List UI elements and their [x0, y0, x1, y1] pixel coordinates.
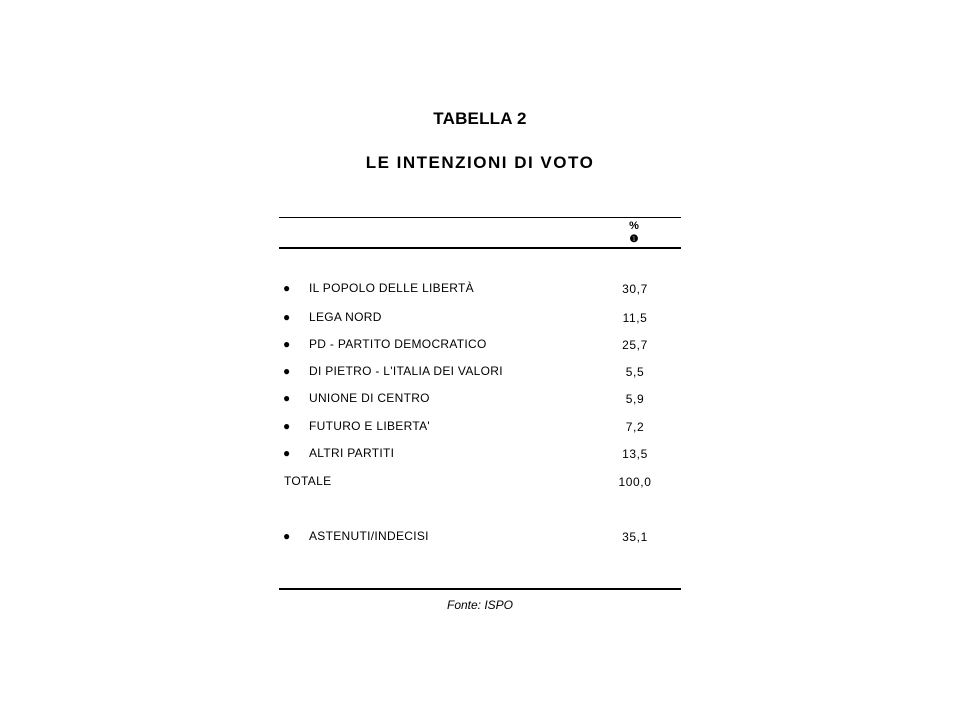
table-title: TABELLA 2 — [433, 109, 527, 128]
party-value: 5,9 — [625, 392, 645, 406]
party-value: 11,5 — [622, 311, 648, 325]
header-rule — [279, 247, 681, 249]
party-label: PD - PARTITO DEMOCRATICO — [309, 337, 487, 351]
table-row — [279, 418, 681, 434]
percent-column-header: % — [629, 220, 639, 232]
total-value: 100,0 — [618, 475, 652, 489]
source-note: Fonte: ISPO — [446, 598, 514, 612]
bullet-icon: ● — [283, 337, 291, 351]
table-row — [279, 309, 681, 325]
party-value: 25,7 — [622, 338, 648, 352]
top-rule — [279, 217, 681, 218]
party-value: 13,5 — [622, 447, 648, 461]
bullet-icon: ● — [283, 310, 291, 324]
party-value: 7,2 — [625, 420, 645, 434]
party-value: 30,7 — [622, 282, 648, 296]
party-label: DI PIETRO - L'ITALIA DEI VALORI — [309, 364, 503, 378]
table-row — [279, 390, 681, 406]
table-row — [279, 336, 681, 352]
table-row — [279, 363, 681, 379]
bullet-icon: ● — [283, 364, 291, 378]
party-label: IL POPOLO DELLE LIBERTÀ — [309, 281, 474, 295]
table-row — [279, 445, 681, 461]
bullet-icon: ● — [283, 446, 291, 460]
table-row — [279, 280, 681, 296]
bullet-icon: ● — [283, 281, 291, 295]
bullet-icon: ● — [283, 419, 291, 433]
total-label: TOTALE — [284, 474, 332, 488]
party-label: ALTRI PARTITI — [309, 446, 395, 460]
party-value: 5,5 — [625, 365, 645, 379]
total-row — [279, 473, 681, 489]
footnote-mark-icon: ❶ — [629, 234, 639, 245]
bullet-icon: ● — [283, 391, 291, 405]
bullet-icon: ● — [283, 529, 291, 543]
undecided-row — [279, 528, 681, 544]
party-label: LEGA NORD — [309, 310, 382, 324]
party-label: UNIONE DI CENTRO — [309, 391, 430, 405]
party-label: FUTURO E LIBERTA' — [309, 419, 430, 433]
undecided-value: 35,1 — [622, 530, 648, 544]
table-subtitle: LE INTENZIONI DI VOTO — [365, 153, 595, 172]
bottom-rule — [279, 588, 681, 590]
undecided-label: ASTENUTI/INDECISI — [309, 529, 429, 543]
